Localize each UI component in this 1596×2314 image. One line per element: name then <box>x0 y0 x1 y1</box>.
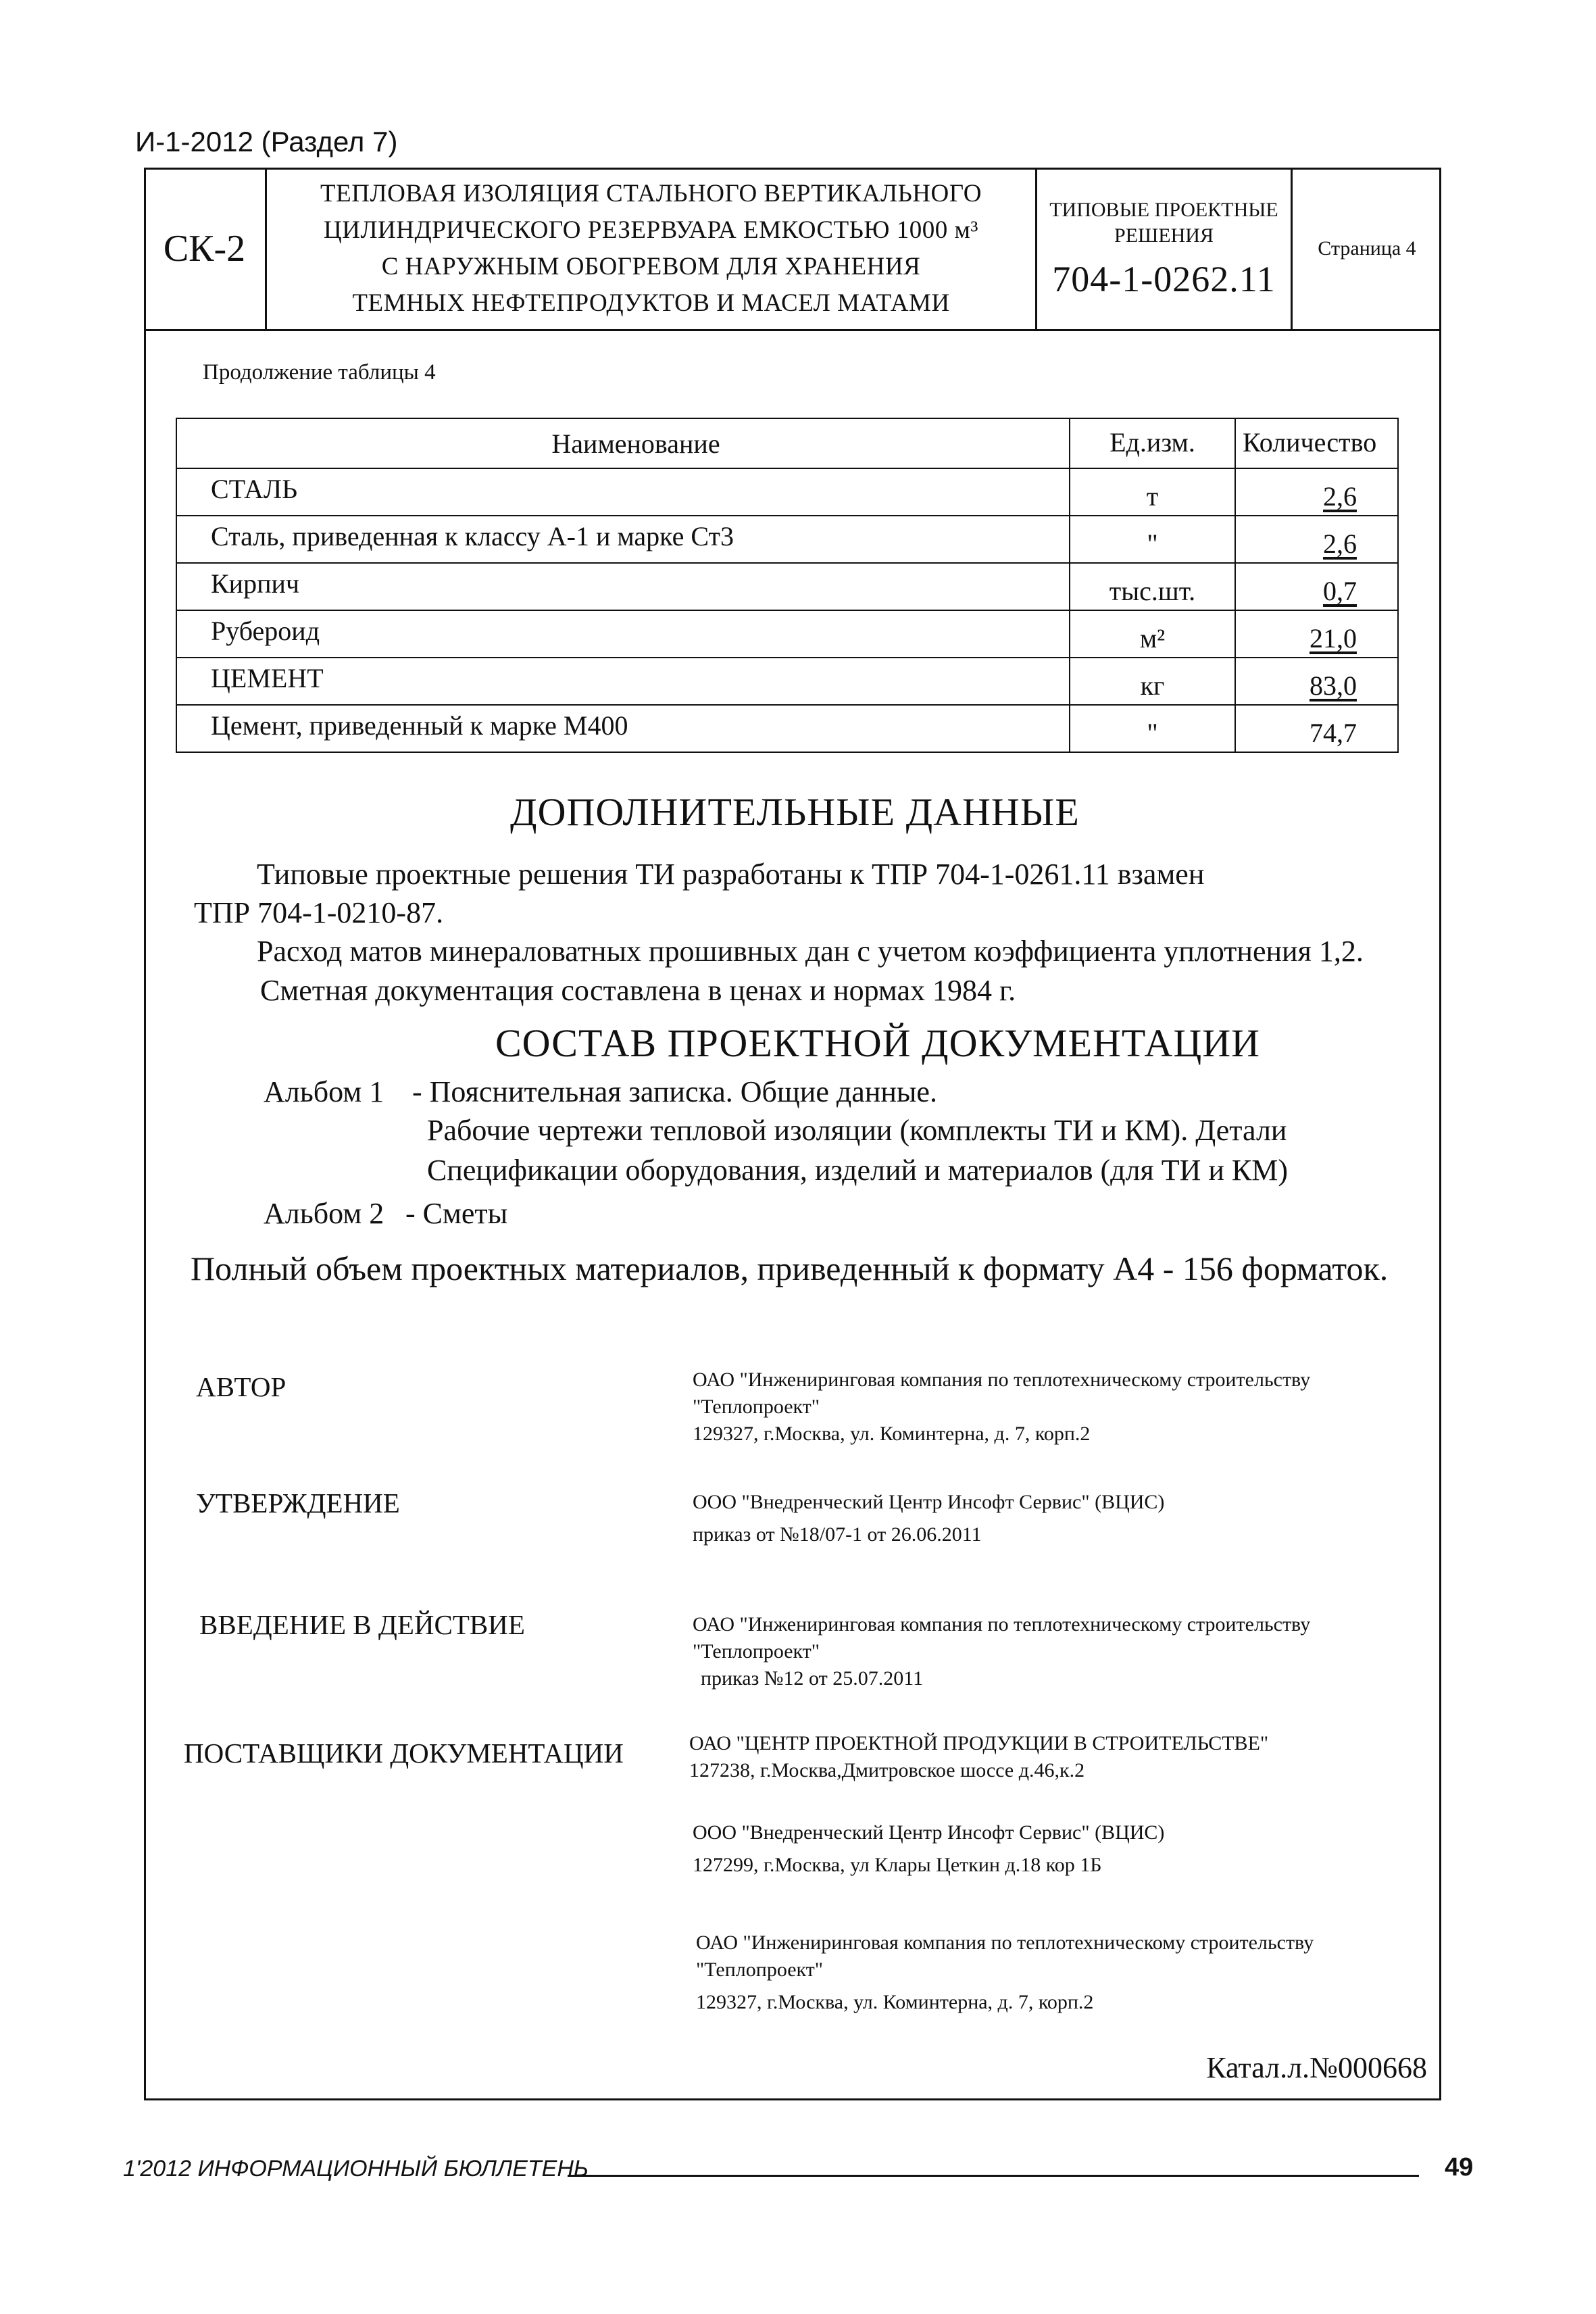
approval-label: УТВЕРЖДЕНИЕ <box>196 1487 400 1519</box>
album-label: Альбом 1 <box>264 1075 384 1108</box>
intro-label: ВВЕДЕНИЕ В ДЕЙСТВИЕ <box>199 1609 525 1640</box>
tpr-label-line: ТИПОВЫЕ ПРОЕКТНЫЕ <box>1049 198 1278 221</box>
table-row <box>176 705 1398 752</box>
credit-line: 129327, г.Москва, ул. Коминтерна, д. 7, корп.2 <box>696 1991 1094 2013</box>
credit-line: "Теплопроект" <box>693 1396 820 1418</box>
credit-line: ООО "Внедренческий Центр Инсофт Сервис" (ВЦИС) <box>693 1821 1165 1844</box>
author-label: АВТОР <box>196 1371 286 1402</box>
tpr-number: 704-1-0262.11 <box>1052 258 1276 299</box>
table-row <box>176 468 1398 516</box>
credit-line: приказ №12 от 25.07.2011 <box>701 1667 924 1690</box>
footer-bulletin: 1'2012 ИНФОРМАЦИОННЫЙ БЮЛЛЕТЕНЬ <box>123 2156 589 2182</box>
cell-unit: " <box>1070 516 1235 563</box>
cell-unit: тыс.шт. <box>1070 563 1235 610</box>
credit-line: "Теплопроект" <box>693 1640 820 1663</box>
title-line: ТЕПЛОВАЯ ИЗОЛЯЦИЯ СТАЛЬНОГО ВЕРТИКАЛЬНОГО <box>320 179 982 207</box>
cell-qty <box>1235 563 1398 610</box>
table-row <box>176 610 1398 658</box>
page-label: Страница 4 <box>1318 237 1416 260</box>
author-block <box>693 1367 1310 1448</box>
credit-line: 129327, г.Москва, ул. Коминтерна, д. 7, корп.2 <box>693 1423 1091 1445</box>
credit-line: 127299, г.Москва, ул Клары Цеткин д.18 кор 1Б <box>693 1854 1102 1876</box>
title-block-tpr-cell <box>1037 168 1293 329</box>
credit-line: ООО "Внедренческий Центр Инсофт Сервис" (ВЦИС) <box>693 1491 1165 1513</box>
album-item: Рабочие чертежи тепловой изоляции (комплекты ТИ и КМ). Детали <box>427 1114 1287 1147</box>
materials-table <box>176 418 1399 753</box>
table-row <box>176 563 1398 610</box>
cell-unit: " <box>1070 705 1235 752</box>
cell-name: Кирпич <box>176 563 1070 610</box>
qty-value: 21,0 <box>1310 623 1357 654</box>
qty-value: 2,6 <box>1323 528 1357 559</box>
cell-name: ЦЕМЕНТ <box>176 658 1070 705</box>
title-line: ЦИЛИНДРИЧЕСКОГО РЕЗЕРВУАРА ЕМКОСТЬЮ 1000 м³ <box>324 216 978 244</box>
qty-value: 0,7 <box>1323 576 1357 606</box>
running-header: И-1-2012 (Раздел 7) <box>135 126 398 157</box>
total-volume-text: Полный объем проектных материалов, приведенный к формату А4 - 156 форматок. <box>191 1250 1389 1287</box>
album-item: - Пояснительная записка. Общие данные. <box>412 1075 937 1108</box>
suppliers-label: ПОСТАВЩИКИ ДОКУМЕНТАЦИИ <box>184 1738 624 1769</box>
qty-value: 83,0 <box>1310 670 1357 701</box>
cell-qty <box>1235 658 1398 705</box>
additional-paragraph: Расход матов минераловатных прошивных дан с учетом коэффициента уплотнения 1,2. <box>257 935 1364 968</box>
credit-line: 127238, г.Москва,Дмитровское шоссе д.46,к.2 <box>689 1759 1085 1781</box>
additional-paragraph: Сметная документация составлена в ценах и нормах 1984 г. <box>260 974 1016 1007</box>
cell-name: Цемент, приведенный к марке М400 <box>176 705 1070 752</box>
album-item: Спецификации оборудования, изделий и материалов (для ТИ и КМ) <box>427 1154 1289 1187</box>
cell-unit: т <box>1070 468 1235 516</box>
supplier-block <box>693 1819 1164 1879</box>
additional-paragraph: Типовые проектные решения ТИ разработаны к ТПР 704-1-0261.11 взамен <box>257 858 1205 891</box>
supplier-block <box>696 1929 1314 2016</box>
cell-qty <box>1235 516 1398 563</box>
cell-name: Рубероид <box>176 610 1070 658</box>
title-block <box>144 168 1441 331</box>
header-name: Наименование <box>176 418 1070 468</box>
supplier-block <box>689 1730 1268 1784</box>
qty-value: 74,7 <box>1310 718 1357 748</box>
table-row <box>176 658 1398 705</box>
approval-block <box>693 1489 1164 1548</box>
cell-qty <box>1235 610 1398 658</box>
credit-line: "Теплопроект" <box>696 1959 824 1981</box>
cell-name: СТАЛЬ <box>176 468 1070 516</box>
title-line: ТЕМНЫХ НЕФТЕПРОДУКТОВ И МАСЕЛ МАТАМИ <box>352 289 950 317</box>
title-block-title-cell <box>267 168 1037 329</box>
document-code: СК-2 <box>163 227 246 270</box>
credit-line: ОАО "Инжениринговая компания по теплотехническому строительству <box>693 1613 1311 1635</box>
qty-value: 2,6 <box>1323 481 1357 512</box>
credit-line: приказ от №18/07-1 от 26.06.2011 <box>693 1523 982 1546</box>
footer-page-number: 49 <box>1445 2153 1474 2182</box>
additional-data-heading: ДОПОЛНИТЕЛЬНЫЕ ДАННЫЕ <box>510 790 1080 834</box>
album-item: - Сметы <box>405 1197 508 1230</box>
table-header-row <box>176 418 1398 468</box>
header-qty: Количество <box>1235 418 1398 468</box>
tpr-label-line: РЕШЕНИЯ <box>1114 224 1214 247</box>
table-caption: Продолжение таблицы 4 <box>203 360 436 385</box>
catalog-number: Катал.л.№000668 <box>1206 2051 1427 2084</box>
title-line: С НАРУЖНЫМ ОБОГРЕВОМ ДЛЯ ХРАНЕНИЯ <box>381 252 921 280</box>
cell-qty <box>1235 705 1398 752</box>
cell-unit: м² <box>1070 610 1235 658</box>
tpr-label <box>1049 197 1278 249</box>
credit-line: ОАО "Инжениринговая компания по теплотехническому строительству <box>696 1931 1314 1954</box>
table-row <box>176 516 1398 563</box>
cell-qty <box>1235 468 1398 516</box>
intro-block <box>693 1611 1310 1692</box>
footer-rule <box>568 2175 1419 2177</box>
additional-paragraph: ТПР 704-1-0210-87. <box>194 896 444 929</box>
credit-line: ОАО "Инжениринговая компания по теплотехническому строительству <box>693 1369 1311 1391</box>
title-block-page-cell <box>1293 168 1441 329</box>
title-block-code-cell <box>144 168 267 329</box>
header-unit: Ед.изм. <box>1070 418 1235 468</box>
album-label: Альбом 2 <box>264 1197 384 1230</box>
cell-unit: кг <box>1070 658 1235 705</box>
cell-name: Сталь, приведенная к классу А-1 и марке Ст3 <box>176 516 1070 563</box>
credit-line: ОАО "ЦЕНТР ПРОЕКТНОЙ ПРОДУКЦИИ В СТРОИТЕЛЬСТВЕ" <box>689 1732 1269 1754</box>
composition-heading: СОСТАВ ПРОЕКТНОЙ ДОКУМЕНТАЦИИ <box>495 1021 1261 1065</box>
